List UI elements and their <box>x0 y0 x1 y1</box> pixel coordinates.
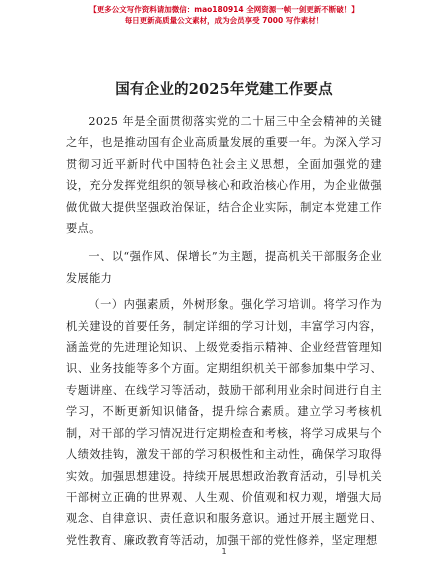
intro-paragraph: 2025 年是全面贯彻落实党的二十届三中全会精神的关键之年，也是推动国有企业高质量发展的重要一年。为深入学习贯彻习近平新时代中国特色社会主义思想，全面加强党的建设，充分发挥党组织的领导核心和政治核心作用，为企业做强做优做大提供坚强政治保证，结合企业实际，制定本党建工作要点。 <box>66 115 382 236</box>
document-page <box>66 78 382 551</box>
promo-banner-line-1: 【更多公文写作资料请加微信：mao180914 全网资源一帧一剑更新不断破！】 <box>89 5 359 14</box>
section-heading: 一、以“强作风、保增长”为主题，提高机关干部服务企业发展能力 <box>66 250 382 285</box>
subsection-paragraph: （一）内强素质，外树形象。强化学习培训。将学习作为机关建设的首要任务，制定详细的学习计划，丰富学习内容，涵盖党的先进理论知识、上级党委指示精神、企业经营管理知识、业务技能等多个方面。定期组织机关干部参加集中学习、专题讲座、在线学习等活动，鼓励干部利用业余时间进行自主学习，不断更新知识储备，提升综合素质。建立学习考核机制，对干部的学习情况进行定期检查和考核，将学习成果与个人绩效挂钩，激发干部的学习积极性和主动性，确保学习取得实效。加强思想建设。持续开展思想政治教育活动，引导机关干部树立正确的世界观、人生观、价值观和权力观，增强大局观念、自律意识、责任意识和服务意识。通过开展主题党日、党性教育、廉政教育等活动，加强干部的党性修养，坚定理想 <box>66 298 382 547</box>
promo-banner <box>0 4 448 26</box>
document-title: 国有企业的2025年党建工作要点 <box>115 81 333 98</box>
promo-banner-line-2: 每日更新高质量公文素材，成为会员享受 7000 写作素材！ <box>124 16 324 25</box>
page-number: 1 <box>221 547 227 556</box>
